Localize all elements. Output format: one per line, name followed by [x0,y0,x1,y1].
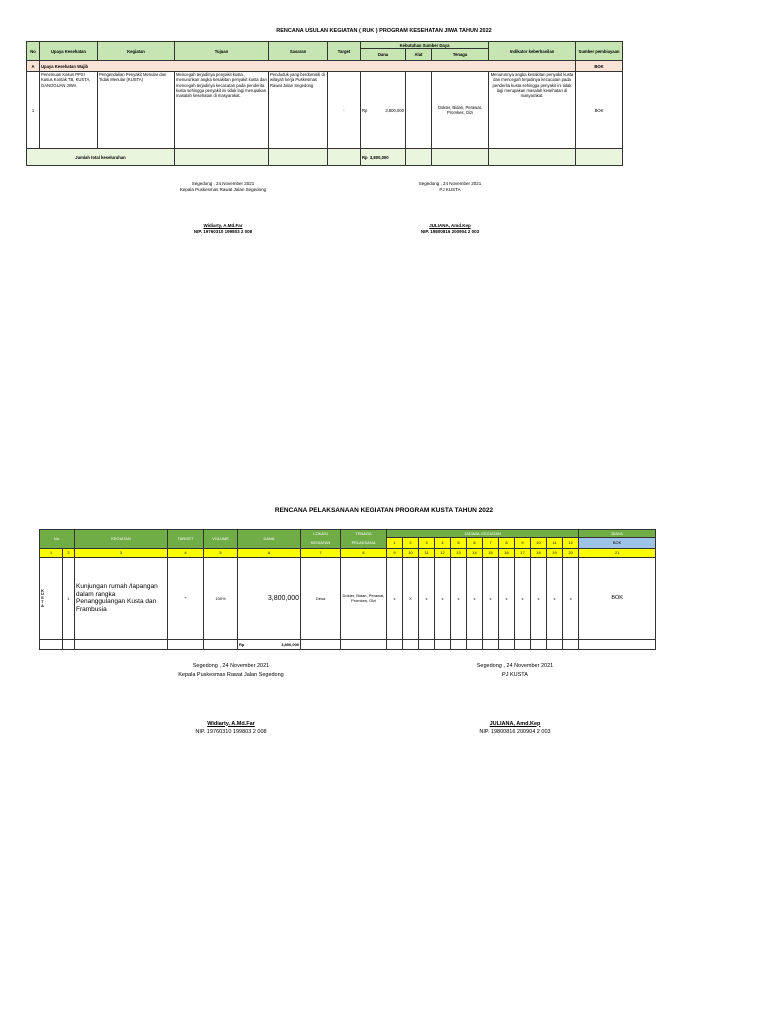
rpk-sign-right-nip: NIP. 19800816 200904 2 003 [479,729,551,736]
rpk-header-lokasi [301,530,341,549]
rpk-header-lokasi-2: KEGIATAN [310,539,331,545]
schedule-month-7: x [483,557,499,639]
ruk-sign-right [395,181,505,235]
month-11: 11 [547,537,563,548]
schedule-month-11: x [547,557,563,639]
month-8: 8 [499,537,515,548]
month-12: 12 [563,537,579,548]
row-dana [361,72,406,149]
program-letter-2: U [41,591,44,597]
colnum-14: 14 [467,548,483,557]
header-dana: Dana [361,49,406,61]
rpk-total-empty-20 [579,639,656,649]
rpk-row-kegiatan: Kunjungan rumah /lapangan dalam rangka Penanggulangan Kusta dan Frambusia [75,557,168,639]
schedule-month-2: X [403,557,419,639]
sign-left-date: Segedong , 24 November 2021 [191,181,255,186]
rpk-row-volume: 100% [204,557,238,639]
rpk-total-empty-7 [341,639,387,649]
total-label: Jumlah total keseluruhan [27,149,175,166]
month-2: 2 [403,537,419,548]
month-6: 6 [467,537,483,548]
schedule-month-9: x [515,557,531,639]
colnum-4: 4 [168,548,204,557]
schedule-month-12: x [563,557,579,639]
rpk-sign-right [455,662,575,737]
rpk-total-empty-15 [499,639,515,649]
rpk-total-empty-1 [40,639,63,649]
rpk-total-empty-10 [419,639,435,649]
month-9: 9 [515,537,531,548]
row-target: - [328,72,361,149]
rpk-total-value: 3,800,000 [281,641,300,647]
rpk-total-empty-11 [435,639,451,649]
program-letter-4: T [41,598,44,604]
row-sumber: BOK [576,72,623,149]
section-source: BOK [576,61,623,72]
total-empty-1 [175,149,269,166]
rpk-row-biaya: BOK [579,557,656,639]
colnum-5: 5 [204,548,238,557]
header-indikator: Indikator keberhasilan [489,42,576,61]
colnum-18: 18 [531,548,547,557]
rpk-header-tenaga-2: PELAKSANA [351,539,376,545]
rpk-sign-right-role: PJ KUSTA [502,671,528,678]
total-empty-4 [406,149,432,166]
program-letter-3: S [41,595,44,601]
total-empty-3 [328,149,361,166]
row-indikator: Menurunnya angka kesakitan penyakit kusta dan mencegah terjadinya kecacatan pada penderita kusta sehingga penyakit ini tidak lagi merupakan masalah kesehatan di masyarakat. [489,72,576,149]
row-tujuan: Mencegah terjadinya penyakit kusta , menurunkan angka kesakitan penyakit kusta dan mencegah terjadinya kecacatan pada penderita kusta sehingga penyakit ini tidak lagi merupakan masalah kesehatan di masyarakat. [175,72,269,149]
rpk-total-empty-9 [403,639,419,649]
sign-left-role: Kepala Puskesmas Rawat Jalan Segedong [179,187,267,193]
row-tenaga: Dokter, Bidan, Perawat, Promkes, Gizi [432,72,489,149]
schedule-month-3: x [419,557,435,639]
row-kegiatan: Pengendalian Penyakit Menular dan Tidak Menular (KUSTA) [98,72,175,149]
row-dana-rp: Rp [362,107,368,113]
section-label: Upaya Kesehatan Wajib [40,61,576,72]
rpk-header-no: No. [40,530,75,549]
rpk-total-empty-3 [75,639,168,649]
rpk-row-no: 1 [63,557,75,639]
row-upaya: Penemuan Kasus PPSI Kasus Kontak TB, KUSTA, GANGGUAN JIWA [40,72,98,149]
row-sasaran: Penduduk yang berdomisili di wilayah kerja Puskesmas Rawat Jalan Segedong [269,72,328,149]
total-dana [361,149,406,166]
rpk-total-empty-6 [301,639,341,649]
total-value: 3,800,000 [369,154,389,160]
schedule-month-6: x [467,557,483,639]
month-4: 4 [435,537,451,548]
colnum-8: 8 [341,548,387,557]
rpk-total-dana [238,639,301,649]
program-name-kusta [40,557,63,639]
rpk-header-target: TARGET [168,530,204,549]
rpk-row-dana: 3,800,000 [238,557,301,639]
colnum-6: 6 [238,548,301,557]
sign-right-date: Segedong , 24 November 2021 [418,181,482,186]
schedule-month-10: x [531,557,547,639]
schedule-month-5: x [451,557,467,639]
rpk-row-lokasi: Desa [301,557,341,639]
total-empty-7 [576,149,623,166]
rpk-sign-left-name: Widiarty, A.Md.Far [207,720,255,727]
rpk-header-bok: BOK [579,537,656,548]
rpk-total-empty-16 [515,639,531,649]
colnum-12: 12 [435,548,451,557]
month-3: 3 [419,537,435,548]
rpk-total-empty-12 [451,639,467,649]
ruk-sign-left [160,181,286,235]
rpk-total-empty-18 [547,639,563,649]
rpk-sign-right-date: Segedong , 24 November 2021 [476,663,554,669]
rpk-row-tenaga: Dokter, Bidan, Perawat, Promkes, Gizi [341,557,387,639]
row-dana-value: 3,800,000 [385,107,404,113]
rpk-header-tenaga [341,530,387,549]
rpk-total-empty-2 [63,639,75,649]
colnum-9: 9 [387,548,403,557]
rpk-row-target: - [168,557,204,639]
total-empty-5 [432,149,489,166]
header-kegiatan: Kegiatan [98,42,175,61]
colnum-19: 19 [547,548,563,557]
rpk-header-dana: DANA [238,530,301,549]
program-letter-1: K [41,587,44,593]
colnum-11: 11 [419,548,435,557]
colnum-10: 10 [403,548,419,557]
rpk-total-empty-13 [467,639,483,649]
rpk-header-volume: VOLUME [204,530,238,549]
rpk-title: RENCANA PELAKSANAAN KEGIATAN PROGRAM KUSTA TAHUN 2022 [274,507,494,514]
month-7: 7 [483,537,499,548]
sign-right-nip: NIP. 19800816 200904 2 003 [420,228,480,234]
total-rp: Rp [362,154,368,160]
schedule-month-4: x [435,557,451,639]
rpk-sign-left-date: Segedong , 24 November 2021 [192,663,270,669]
rpk-total-empty-5 [204,639,238,649]
colnum-2: 2 [63,548,75,557]
sign-left-name: Widiarty, A.Md.Far [203,222,243,228]
rpk-colnum-row [40,548,656,557]
header-sasaran: Sasaran [269,42,328,61]
header-target: Target [328,42,361,61]
rpk-header-jadwal: JADWAL KEGIATAN [387,530,579,538]
schedule-month-8: x [499,557,515,639]
header-tujuan: Tujuan [175,42,269,61]
rpk-total-empty-14 [483,639,499,649]
colnum-20: 20 [563,548,579,557]
rpk-table [39,529,656,650]
colnum-17: 17 [515,548,531,557]
colnum-15: 15 [483,548,499,557]
rpk-sign-left-role: Kepala Puskesmas Rawat Jalan Segedong [178,671,284,678]
sign-left-nip: NIP. 19760310 199803 2 008 [193,228,253,234]
month-5: 5 [451,537,467,548]
colnum-16: 16 [499,548,515,557]
rpk-total-empty-17 [531,639,547,649]
header-tenaga: Tenaga [432,49,489,61]
sign-right-role: PJ KUSTA [439,187,461,193]
rpk-header-biaya: BIAYA [579,530,656,538]
rpk-sign-right-name: JULIANA, Amd.Kep [489,720,541,727]
ruk-title: RENCANA USULAN KEGIATAN ( RUK ) PROGRAM KESEHATAN JIWA TAHUN 2022 [276,28,492,34]
total-empty-2 [269,149,328,166]
header-alat: Alat [406,49,432,61]
colnum-1: 1 [40,548,63,557]
month-1: 1 [387,537,403,548]
schedule-month-1: x [387,557,403,639]
total-empty-6 [489,149,576,166]
colnum-21: 21 [579,548,656,557]
rpk-total-empty-8 [387,639,403,649]
header-no: No [27,42,40,61]
colnum-3: 3 [75,548,168,557]
month-10: 10 [531,537,547,548]
colnum-7: 7 [301,548,341,557]
program-letter-5: A [41,602,44,608]
rpk-total-empty-19 [563,639,579,649]
rpk-header-tenaga-1: TENAGA [355,531,372,536]
row-no: 1 [27,72,40,149]
rpk-sign-left-nip: NIP. 19760310 199803 2 008 [195,729,267,736]
rpk-header-lokasi-1: LOKASI [313,531,328,536]
rpk-header-kegiatan: KEGIATAN [75,530,168,549]
colnum-13: 13 [451,548,467,557]
header-kebutuhan: Kebutuhan Sumber Daya [361,42,489,49]
rpk-sign-left [140,662,322,737]
rpk-total-rp: Rp [239,641,245,647]
ruk-table [26,41,623,166]
section-letter: A [27,61,40,72]
header-upaya: Upaya Kesehatan [40,42,98,61]
sign-right-name: JULIANA, Amd.Kep [429,222,471,228]
header-sumber: Sumber pembiayaan [576,42,623,61]
rpk-total-empty-4 [168,639,204,649]
row-alat [406,72,432,149]
